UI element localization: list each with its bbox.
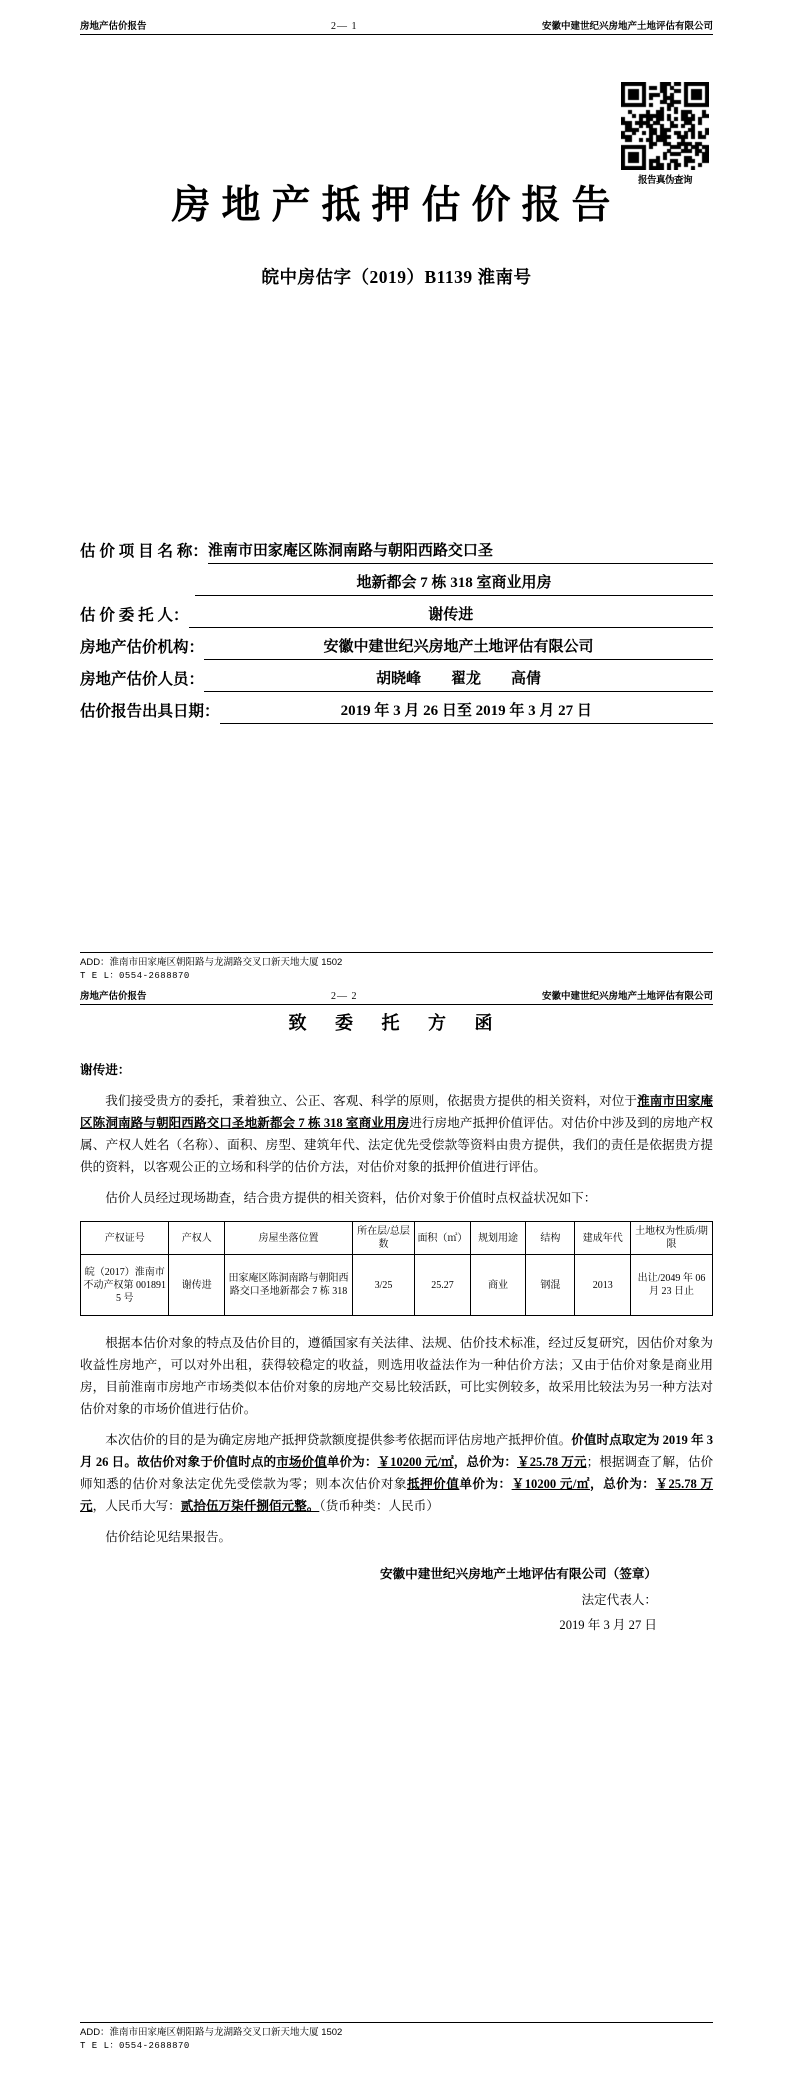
letter-paragraph-4 [80,1429,713,1517]
property-info-table [80,1221,713,1316]
table-header-cell: 结构 [526,1222,575,1255]
table-cell-year: 2013 [575,1255,631,1316]
report-number: 皖中房估字（2019）B1139 淮南号 [261,267,532,287]
field-label: 估 价 项 目 名 称： [80,543,208,560]
p4-unit-price-label: 单价为： [326,1455,378,1470]
footer-telephone: T E L：0554-2688870 [80,970,190,981]
table-cell-land-right: 出让/2049 年 06 月 23 日止 [631,1255,713,1316]
field-value: 淮南市田家庵区陈洞南路与朝阳西路交口圣 [208,539,713,564]
header-page-number: 2— 1 [331,21,358,32]
qr-caption: 报告真伪查询 [637,175,692,186]
signature-company: 安徽中建世纪兴房地产土地评估有限公司（签章） [379,1567,657,1582]
field-project-name [80,539,713,564]
field-value: 2019 年 3 月 26 日至 2019 年 3 月 27 日 [220,699,713,724]
table-header-cell: 规划用途 [470,1222,526,1255]
footer-address: ADD：淮南市田家庵区朝阳路与龙湖路交叉口新天地大厦 1502 [80,957,343,968]
p4-market-unit-price: ￥10200 元/㎡ [377,1455,454,1470]
header-right-company: 安徽中建世纪兴房地产土地评估有限公司 [541,991,713,1002]
page-title: 房地产抵押估价报告 [171,184,622,227]
field-label: 估价报告出具日期： [80,703,220,720]
p1-part-c: 进行房地产抵押价值评估。对估价中涉及到的房地产权属、产权人姓名（名称）、面积、房型、建筑年代、法定优先受偿款等资料由贵方提供，我们的责任是依据贵方提供的资料，以客观公正的立场和科学的估价方法，对估价对象的抵押价值进行评估。 [80,1116,714,1175]
page2-running-footer [80,2022,713,2053]
letter-paragraph-5: 估价结论见结果报告。 [105,1530,232,1545]
letter-paragraph-1 [80,1090,713,1178]
p4-part-a: 本次估价的目的是为确定房地产抵押贷款额度提供参考依据而评估房地产抵押价值。 [105,1433,572,1448]
table-cell-structure: 钢混 [526,1255,575,1316]
table-cell-owner: 谢传进 [169,1255,225,1316]
footer-telephone: T E L：0554-2688870 [80,2040,190,2051]
table-header-cell: 房屋坐落位置 [225,1222,353,1255]
table-cell-location: 田家庵区陈洞南路与朝阳西路交口圣地新都会 7 栋 318 [225,1255,353,1316]
p4-value-date: 价值时点取定为 2019 年 3 月 26 日。故估价对象于价值时点的 [80,1433,713,1470]
letter-title: 致 委 托 方 函 [288,1013,505,1033]
header-left-text: 房地产估价报告 [80,991,147,1002]
p4-part-n: ，人民币大写： [92,1499,181,1514]
signature-block [80,1562,713,1638]
table-header-cell: 建成年代 [575,1222,631,1255]
table-header-cell: 土地权为性质/期限 [631,1222,713,1255]
letter-paragraph-2: 估价人员经过现场勘查，结合贵方提供的相关资料，估价对象于价值时点权益状况如下： [105,1191,597,1206]
table-header-cell: 产权证号 [81,1222,169,1255]
p1-part-a: 我们接受贵方的委托，秉着独立、公正、客观、科学的原则，依据贵方提供的相关资料，对位于 [105,1094,638,1109]
p4-total-label: ，总价为： [453,1455,518,1470]
p4-mortgage-value-label: 抵押价值 [406,1477,460,1492]
table-cell-area: 25.27 [415,1255,471,1316]
header-right-company: 安徽中建世纪兴房地产土地评估有限公司 [541,21,713,32]
letter-block [80,995,713,1638]
p1-property-address: 淮南市田家庵区陈洞南路与朝阳西路交口圣地新都会 7 栋 318 室商业用房 [80,1094,714,1131]
table-cell-use: 商业 [470,1255,526,1316]
p4-currency-note: （货币种类：人民币） [319,1499,439,1514]
qr-code-icon [621,82,709,170]
cover-fields [80,539,713,724]
p4-market-total-price: ￥25.78 万元 [517,1455,587,1470]
letter-paragraph-3: 根据本估价对象的特点及估价目的，遵循国家有关法律、法规、估价技术标准，经过反复研究，因估价对象为收益性房地产，可以对外出租，获得较稳定的收益，则选用收益法作为一种估价方法；又由于估价对象是商业用房，目前淮南市房地产市场类似本估价对象的房地产交易比较活跃，可比实例较多，故采用比较法为另一种方法对估价对象的市场价值进行估价。 [80,1336,713,1417]
table-header-cell: 所在层/总层数 [352,1222,414,1255]
field-project-name-cont: 地新都会 7 栋 318 室商业用房 [195,571,713,596]
page1-running-header [80,18,713,35]
field-appraisal-firm [80,635,713,660]
p4-amount-in-words: 贰拾伍万柒仟捌佰元整。 [180,1499,320,1514]
field-value: 安徽中建世纪兴房地产土地评估有限公司 [204,635,713,660]
table-header-cell: 产权人 [169,1222,225,1255]
field-issue-date [80,699,713,724]
field-value: 胡晓峰 翟龙 高倩 [204,667,713,692]
signature-legal-rep: 法定代表人： [581,1592,657,1607]
header-left-text: 房地产估价报告 [80,21,147,32]
p4-mortgage-total-price: ￥25.78 万元 [80,1477,714,1514]
table-header-cell: 面积（㎡） [415,1222,471,1255]
table-cell-cert-no: 皖（2017）淮南市不动产权第 0018915 号 [81,1255,169,1316]
page1-running-footer [80,952,713,983]
footer-address: ADD：淮南市田家庵区朝阳路与龙湖路交叉口新天地大厦 1502 [80,2027,343,2038]
header-page-number: 2— 2 [331,991,358,1002]
p4-market-value-label: 市场价值 [276,1455,327,1470]
table-header-row [81,1222,713,1255]
letter-salutation: 谢传进： [80,1063,131,1077]
field-label: 估 价 委 托 人： [80,607,189,624]
p4-unit-price-label-2: 单价为： [459,1477,512,1492]
p4-total-label-2: ，总价为： [589,1477,656,1492]
field-client [80,603,713,628]
p4-mortgage-unit-price: ￥10200 元/㎡ [511,1477,590,1492]
field-label: 房地产估价机构： [80,639,205,656]
table-cell-floor: 3/25 [352,1255,414,1316]
cover-block [80,82,713,742]
signature-date: 2019 年 3 月 27 日 [559,1617,657,1632]
p4-part-h: ；根据调查了解，估价师知悉的估价对象法定优先受偿款为零；则本次估价对象 [80,1455,714,1492]
table-row [81,1255,713,1316]
field-label: 房地产估价人员： [80,671,205,688]
qr-code-block [617,82,713,186]
field-appraisers [80,667,713,692]
field-value: 谢传进 [189,603,713,628]
